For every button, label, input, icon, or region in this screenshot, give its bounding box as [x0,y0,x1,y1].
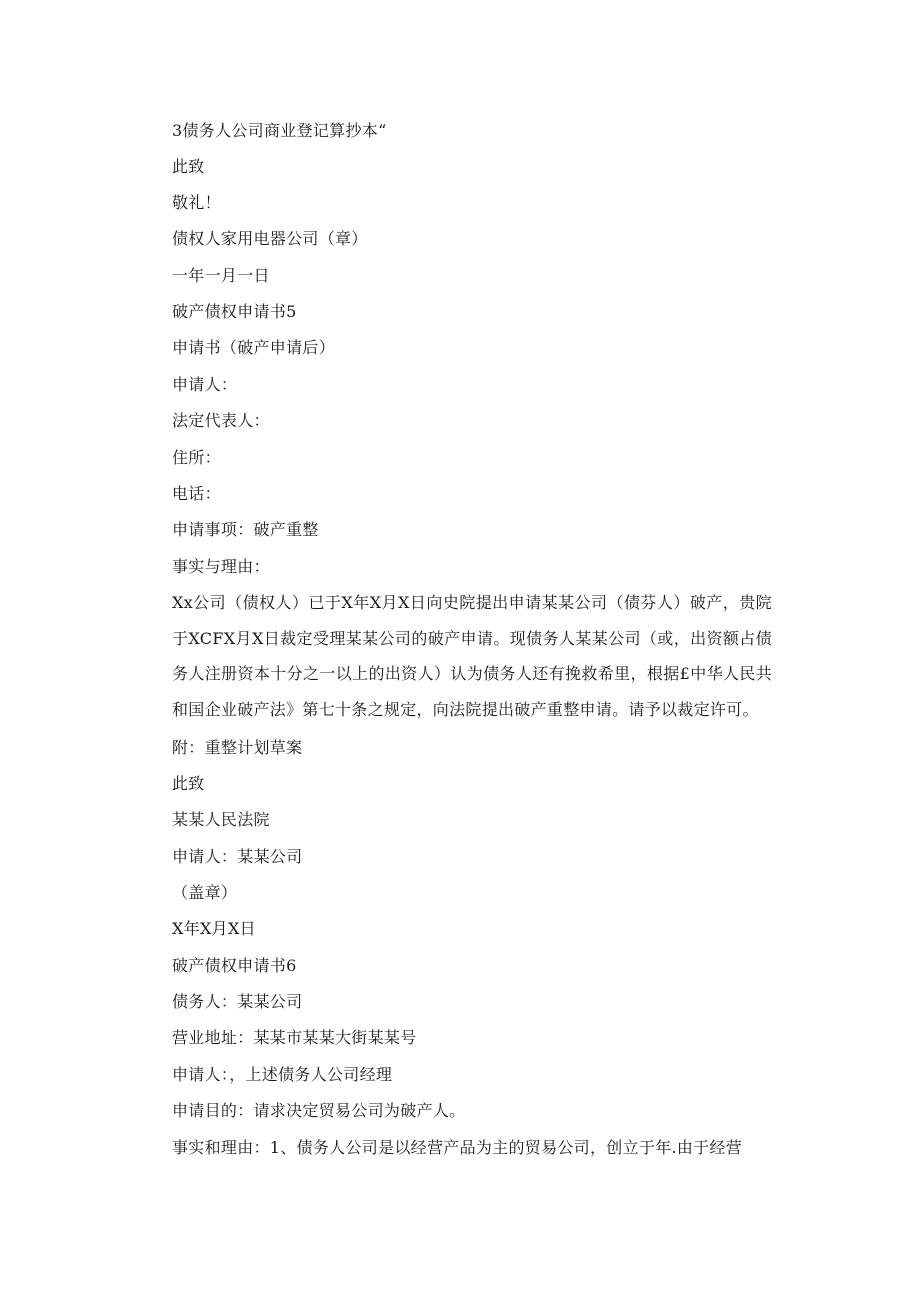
applicant-field: 申请人： [172,375,238,394]
applicant-signature: 申请人：某某公司 [172,847,303,866]
court-name: 某某人民法院 [172,810,270,829]
subtitle-application: 申请书（破产申请后） [172,338,336,357]
request-item: 申请事项：破产重整 [172,520,319,539]
seal-note: （盖章） [172,883,238,902]
phone-field: 电话： [172,484,221,503]
section-title-5: 破产债权申请书5 [172,302,297,321]
facts-paragraph: Xx公司（债权人）已于X年X月X日向史院提出申请某某公司（债芬人）破产，贵院于XCFX月X日裁定受理某某公司的破产申请。现债务人某某公司（或，出资额占债务人注册资本十分之一以上的出资人）认为债务人还有挽救希里，根据£中华人民共和国企业破产法》第七十条之规定，向法院提出破产重整申请。请予以裁定许可。 [172,593,772,719]
debtor-field: 债务人：某某公司 [172,992,303,1011]
facts-and-reasons-start: 事实和理由：1、债务人公司是以经营产品为主的贸易公司，创立于年.由于经营 [172,1138,743,1157]
date-line-2: X年X月X日 [172,919,256,938]
application-purpose: 申请目的：请求决定贸易公司为破产人。 [172,1101,466,1120]
date-line: 一年一月一日 [172,266,270,285]
facts-reasons-heading: 事实与理由： [172,557,270,576]
address-field: 住所： [172,448,221,467]
creditor-signature: 债权人家用电器公司（章） [172,229,368,248]
business-address-field: 营业地址：某某市某某大街某某号 [172,1028,417,1047]
section-title-6: 破产债权申请书6 [172,956,297,975]
closing-cizhi-2: 此致 [172,774,205,793]
attachment-line-3: 3债务人公司商业登记算抄本“ [172,121,387,140]
appendix-line: 附：重整计划草案 [172,738,303,757]
applicant-manager-field: 申请人：，上述债务人公司经理 [172,1065,393,1084]
closing-cizhi: 此致 [172,157,205,176]
closing-jingli: 敬礼！ [172,193,221,212]
legal-rep-field: 法定代表人： [172,411,270,430]
